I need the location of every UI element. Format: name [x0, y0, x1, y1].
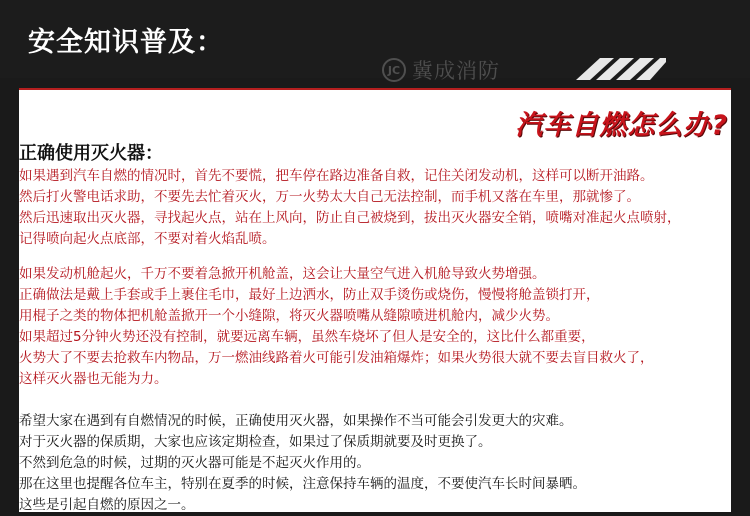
paragraph-line: 希望大家在遇到有自燃情况的时候，正确使用灭火器，如果操作不当可能会引发更大的灾难。	[19, 413, 573, 429]
paragraph-1	[19, 166, 719, 250]
page-title: 安全知识普及：	[28, 27, 224, 58]
section-heading: 正确使用灭火器：	[19, 143, 163, 164]
watermark	[382, 56, 500, 84]
paragraph-line: 正确做法是戴上手套或手上裹住毛巾，最好上边洒水，防止双手烫伤或烧伤，慢慢将舱盖锁打开，	[19, 287, 600, 303]
paragraph-3	[19, 411, 719, 516]
top-rule	[19, 88, 731, 90]
paragraph-line: 然后打火警电话求助，不要先去忙着灭火，万一火势太大自己无法控制，而手机又落在车里，那就惨了。	[19, 189, 640, 205]
paragraph-line: 那在这里也提醒各位车主，特别在夏季的时候，注意保持车辆的温度，不要使汽车长时间暴晒。	[19, 476, 586, 492]
paragraph-line: 不然到危急的时候，过期的灭火器可能是不起灭火作用的。	[19, 455, 370, 471]
watermark-logo-icon: JC	[382, 58, 406, 82]
paragraph-line: 如果发动机舱起火，千万不要着急掀开机舱盖，这会让大量空气进入机舱导致火势增强。	[19, 266, 546, 282]
paragraph-line: 这样灭火器也无能为力。	[19, 371, 168, 387]
paragraph-line: 用棍子之类的物体把机舱盖掀开一个小缝隙，将灭火器喷嘴从缝隙喷进机舱内，减少火势。	[19, 308, 559, 324]
paragraph-line: 对于灭火器的保质期，大家也应该定期检查，如果过了保质期就要及时更换了。	[19, 434, 492, 450]
paragraph-line: 这些是引起自燃的原因之一。	[19, 497, 195, 513]
paragraph-line: 记得喷向起火点底部，不要对着火焰乱喷。	[19, 231, 276, 247]
paragraph-2	[19, 264, 719, 390]
banner-title: 汽车自燃怎么办?	[515, 110, 728, 141]
paragraph-line: 如果超过5分钟火势还没有控制，就要远离车辆，虽然车烧坏了但人是安全的，这比什么都重要，	[19, 329, 595, 345]
decorative-stripes	[566, 58, 666, 80]
watermark-text: 冀成消防	[412, 59, 500, 83]
paragraph-line: 如果遇到汽车自燃的情况时，首先不要慌，把车停在路边准备自救，记住关闭发动机，这样可以断开油路。	[19, 168, 654, 184]
paragraph-line: 然后迅速取出灭火器，寻找起火点，站在上风向，防止自己被烧到，拔出灭火器安全销，喷嘴对准起火点喷射，	[19, 210, 681, 226]
paragraph-line: 火势大了不要去抢救车内物品，万一燃油线路着火可能引发油箱爆炸；如果火势很大就不要去盲目救火了，	[19, 350, 654, 366]
